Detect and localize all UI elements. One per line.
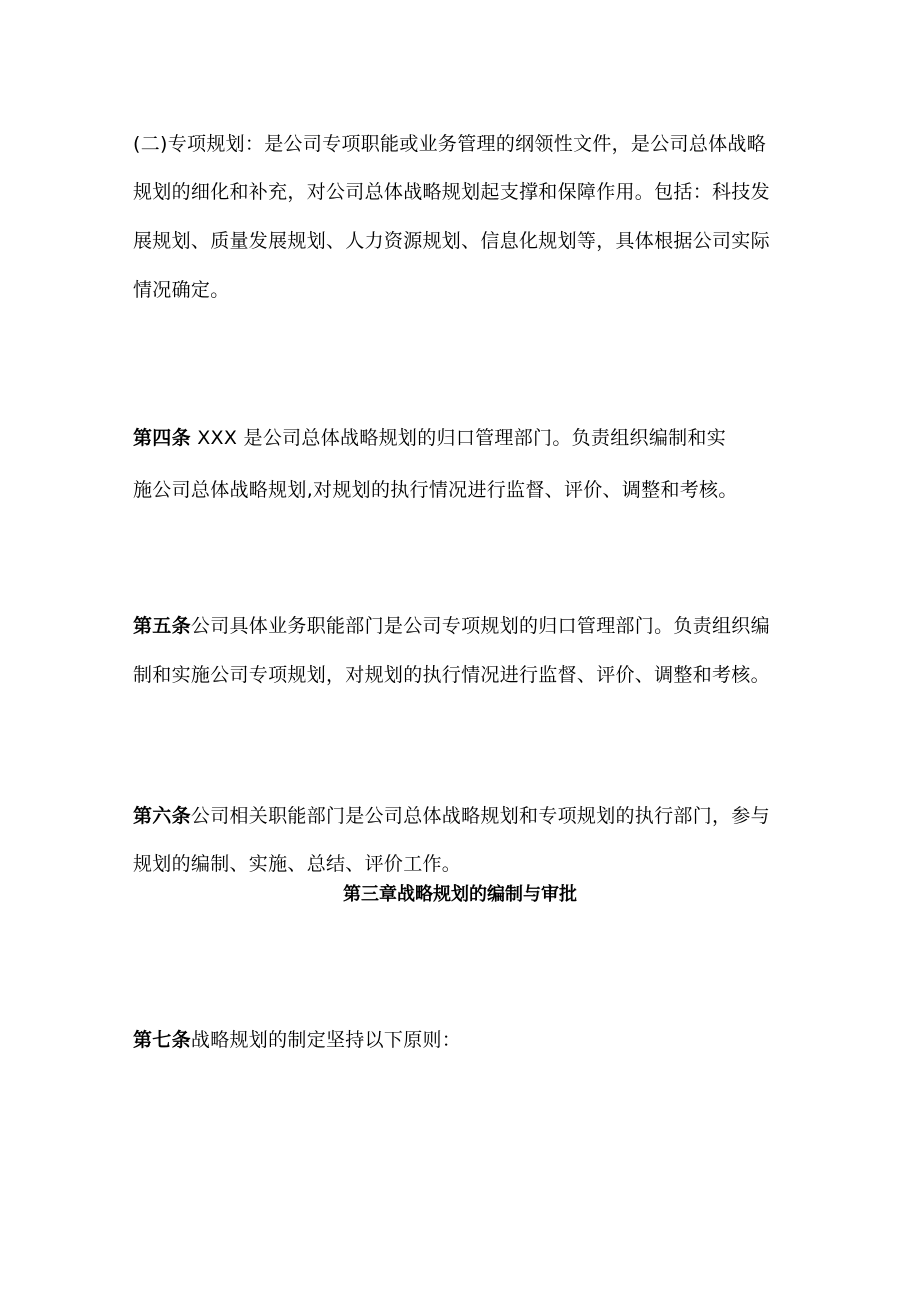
paragraph-line: 规划的细化和补充，对公司总体战略规划起支撑和保障作用。包括：科技发 xyxy=(133,181,770,203)
article-label: 第五条 xyxy=(133,615,191,637)
article-text: 公司相关职能部门是公司总体战略规划和专项规划的执行部门，参与 xyxy=(190,805,770,827)
article-label: 第六条 xyxy=(133,805,191,827)
paragraph-line: 施公司总体战略规划,对规划的执行情况进行监督、评价、调整和考核。 xyxy=(133,479,738,501)
article-label: 第七条 xyxy=(133,1029,191,1051)
paragraph-line: 制和实施公司专项规划，对规划的执行情况进行监督、评价、调整和考核。 xyxy=(133,664,770,686)
article-text: 战略规划的制定坚持以下原则： xyxy=(190,1029,462,1051)
article-label: 第四条 xyxy=(133,427,191,449)
paragraph-line: 情况确定。 xyxy=(133,279,230,301)
article-text: XXX 是公司总体战略规划的归口管理部门。负责组织编制和实 xyxy=(190,427,727,449)
paragraph-line: 展规划、质量发展规划、人力资源规划、信息化规划等，具体根据公司实际 xyxy=(133,230,770,252)
chapter-title: 第三章战略规划的编制与审批 xyxy=(343,884,577,905)
article-text: 公司具体业务职能部门是公司专项规划的归口管理部门。负责组织编 xyxy=(190,615,770,637)
paragraph-line: (二)专项规划：是公司专项职能或业务管理的纲领性文件，是公司总体战略 xyxy=(133,133,767,155)
paragraph-line: 规划的编制、实施、总结、评价工作。 xyxy=(133,853,462,875)
